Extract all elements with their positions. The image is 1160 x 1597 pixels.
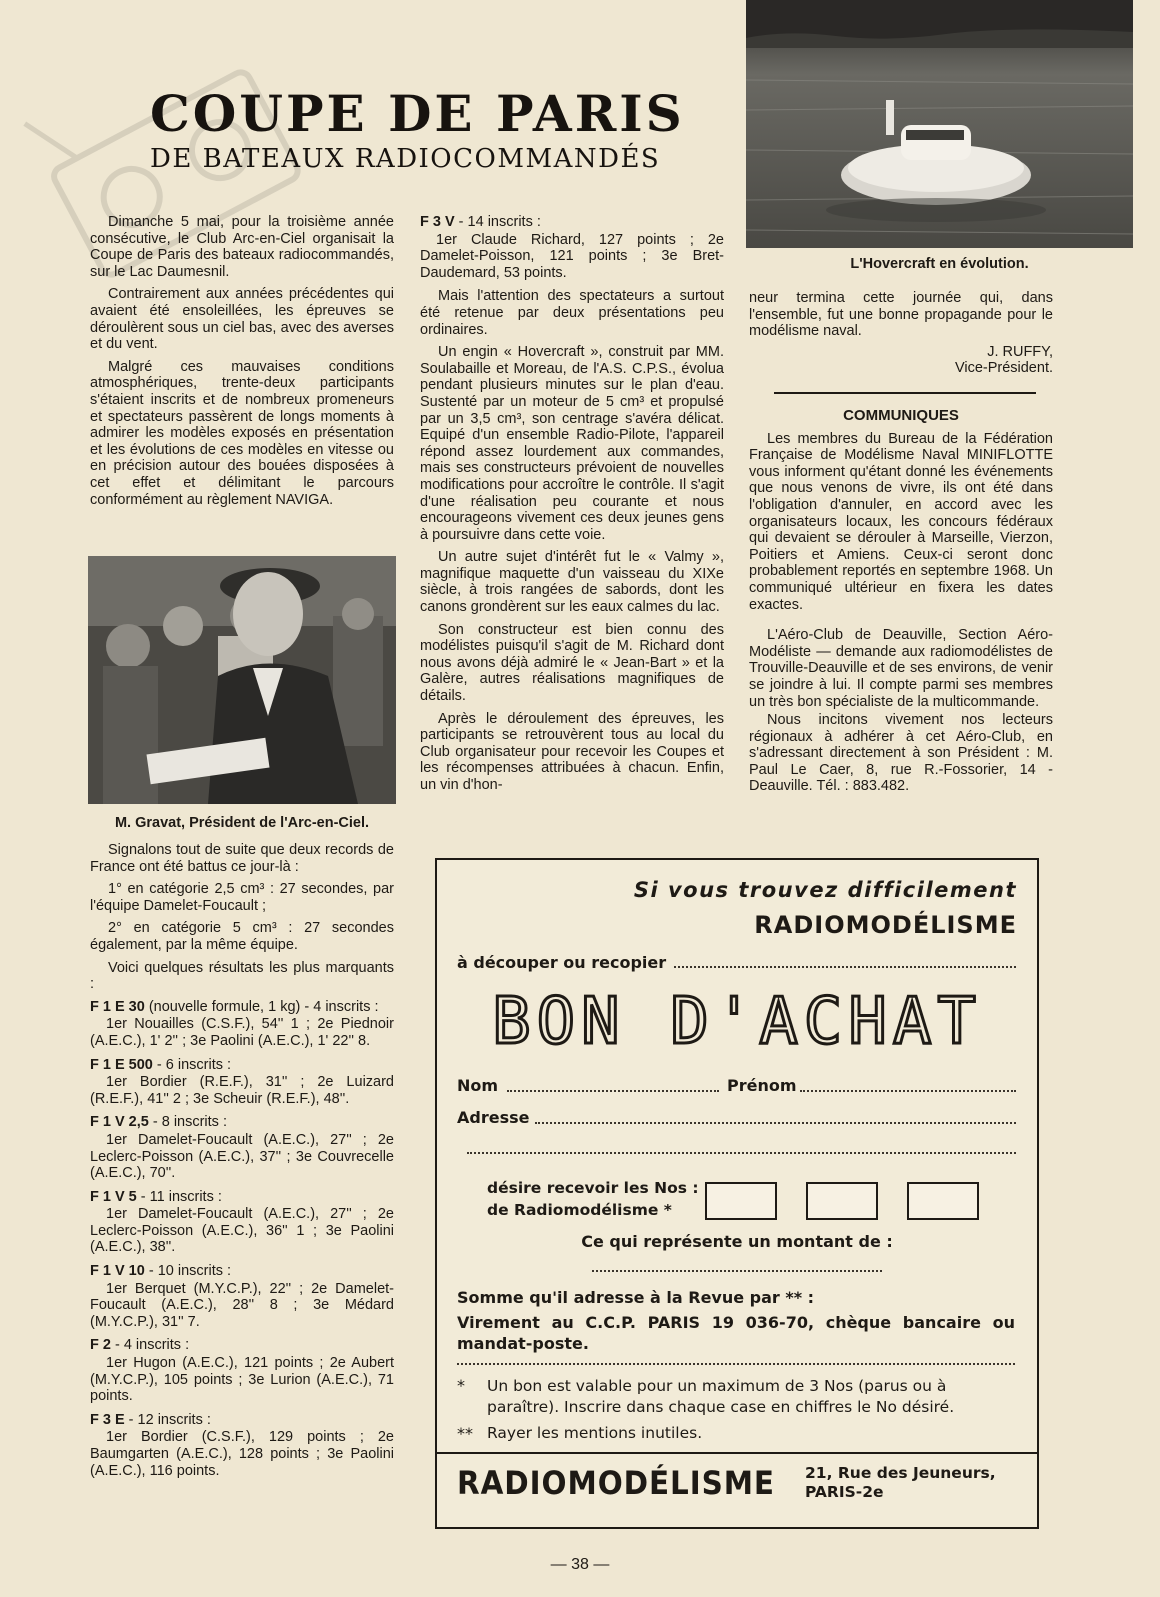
category-note: - 12 inscrits : — [124, 1411, 211, 1428]
result-category — [90, 1412, 394, 1479]
column-1-results — [90, 842, 394, 1486]
category-results: 1er Bordier (C.S.F.), 129 points ; 2e Baumgarten (A.E.C.), 128 points ; 3e Paolini (A.E.C.), 116 points. — [90, 1429, 394, 1479]
coupon-magazine: RADIOMODÉLISME — [754, 911, 1017, 939]
article-title: COUPE DE PARIS — [150, 84, 685, 143]
result-category — [90, 1263, 394, 1330]
gravat-photo — [88, 556, 396, 804]
note1-mark: * — [457, 1376, 465, 1395]
category-head: F 1 V 2,5 — [90, 1114, 149, 1131]
payment-label: Somme qu'il adresse à la Revue par ** : — [457, 1288, 815, 1307]
footer-address: 21, Rue des Jeuneurs, PARIS-2e — [805, 1464, 996, 1501]
cut-line — [674, 966, 1016, 968]
divider — [774, 392, 1036, 394]
article-subtitle: DE BATEAUX RADIOCOMMANDÉS — [150, 144, 661, 174]
communiques-title: COMMUNIQUES — [843, 407, 959, 424]
paragraph: Dimanche 5 mai, pour la troisième année consécutive, le Club Arc-en-Ciel organisait la Coupe de Paris des bateaux radiocommandés, sur le Lac Daumesnil. — [90, 214, 394, 280]
prenom-field[interactable] — [800, 1090, 1016, 1092]
category-results: 1er Nouailles (C.S.F.), 54'' 1 ; 2e Piednoir (A.E.C.), 1' 2'' ; 3e Paolini (A.E.C.), 1' 22'' 8. — [90, 1016, 394, 1049]
note2-text: Rayer les mentions inutiles. — [487, 1424, 703, 1442]
category-head: F 1 V 10 — [90, 1263, 145, 1280]
notes-separator — [457, 1363, 1015, 1365]
category-note: (nouvelle formule, 1 kg) - 4 inscrits : — [144, 998, 379, 1015]
purchase-coupon — [435, 858, 1039, 1529]
result-category — [90, 1057, 394, 1108]
paragraph: Voici quelques résultats les plus marquants : — [90, 959, 394, 993]
nom-field[interactable] — [507, 1090, 719, 1092]
record-2: 2° en catégorie 5 cm³ : 27 secondes également, par la même équipe. — [90, 920, 394, 953]
issue-number-box-1[interactable] — [705, 1182, 777, 1220]
result-category — [90, 1114, 394, 1181]
signature — [749, 344, 1053, 377]
communiques — [749, 408, 1053, 801]
column-3 — [749, 290, 1053, 377]
footer-brand: RADIOMODÉLISME — [457, 1464, 775, 1502]
note2-mark: ** — [457, 1424, 473, 1443]
issue-number-box-3[interactable] — [907, 1182, 979, 1220]
paragraph: Son constructeur est bien connu des modélistes puisqu'il s'agit de M. Richard dont nous avons déjà admiré le « Jean-Bart » et la Galère, autres réalisations magnifiques de détails. — [420, 621, 724, 705]
issues-label: désire recevoir les Nos : de Radiomodélisme * — [487, 1179, 699, 1219]
amount-label: Ce qui représente un montant de : — [581, 1232, 893, 1251]
amount-field[interactable] — [592, 1270, 882, 1272]
hovercraft-photo — [746, 0, 1133, 248]
paragraph: Signalons tout de suite que deux records de France ont été battus ce jour-là : — [90, 842, 394, 875]
category-note: - 10 inscrits : — [144, 1263, 232, 1280]
paragraph: L'Aéro-Club de Deauville, Section Aéro-Modéliste — demande aux radiomodélistes de Trouville-Deauville et de ses environs, de venir se joindre à lui. Il compte parmi ses membres un très bon spécialiste de la multicommande. — [749, 627, 1053, 710]
category-results: 1er Hugon (A.E.C.), 121 points ; 2e Aubert (M.Y.C.P.), 105 points ; 3e Lurion (A.E.C.), 71 points. — [90, 1355, 394, 1405]
column-2 — [420, 214, 724, 800]
paragraph: Un autre sujet d'intérêt fut le « Valmy », magnifique maquette d'un vaisseau du XIXe siècle, à trois rangées de sabords, dont les canons grondèrent sur les eaux calmes du lac. — [420, 549, 724, 616]
bon-d-achat-heading: BON D'ACHAT — [492, 985, 982, 1059]
paragraph: Malgré ces mauvaises conditions atmosphériques, trente-deux participants s'étaient inscrits et de nombreux promeneurs et spectateurs passèrent de longs moments à admirer les modèles exposés en présentation et les évolutions de ces modèles en vitesse ou en précision autour des bouées disposées à cet effet et délimitant le parcours conformément au règlement NAVIGA. — [90, 358, 394, 508]
photo2-caption: L'Hovercraft en évolution. — [850, 256, 1029, 272]
coupon-tagline: Si vous trouvez difficilement — [633, 878, 1017, 902]
category-head: F 3 V — [420, 214, 455, 230]
footer-rule — [437, 1452, 1037, 1454]
category-note: - 6 inscrits : — [152, 1056, 232, 1073]
paragraph: Nous incitons vivement nos lecteurs régionaux à adhérer à cet Aéro-Club, en s'adressant directement à son Président : M. Paul Le Caer, 8, rue R.-Fossorier, 14 - Deauville. Tél. : 883.482. — [749, 712, 1053, 795]
category-results: 1er Damelet-Foucault (A.E.C.), 27'' ; 2e Leclerc-Poisson (A.E.C.), 36'' 1 ; 3e Paolini (A.E.C.), 38''. — [90, 1206, 394, 1256]
paragraph: Les membres du Bureau de la Fédération Française de Modélisme Naval MINIFLOTTE vous informent qu'étant donné les événements que nous venons de vivre, ils ont été dans l'obligation d'annuler, en accord avec les organisateurs locaux, les concours fédéraux qui devaient se dérouler à Marseille, Vierzon, Poitiers et Amiens. Ceux-ci seront donc probablement reportés en septembre 1968. Un communiqué ultérieur en fixera les dates exactes. — [749, 430, 1053, 613]
adresse-field[interactable] — [535, 1122, 1016, 1124]
category-results: 1er Berquet (M.Y.C.P.), 22'' ; 2e Damelet-Foucault (A.E.C.), 28'' 8 ; 3e Médard (M.Y.C.P.), 31'' 7. — [90, 1280, 394, 1330]
category-results: 1er Claude Richard, 127 points ; 2e Damelet-Poisson, 121 points ; 3e Bret-Daudemard, 53 points. — [420, 231, 724, 281]
paragraph: Mais l'attention des spectateurs a surtout été retenue par deux présentations peu ordinaires. — [420, 288, 724, 338]
paragraph: Contrairement aux années précédentes qui avaient été ensoleillées, les épreuves se déroulèrent sous un ciel bas, avec des averses et du vent. — [90, 286, 394, 353]
category-head: F 2 — [90, 1337, 111, 1354]
record-1: 1° en catégorie 2,5 cm³ : 27 secondes, par l'équipe Damelet-Foucault ; — [90, 881, 394, 914]
photo1-caption: M. Gravat, Président de l'Arc-en-Ciel. — [114, 815, 370, 831]
adresse-field-line-2[interactable] — [467, 1152, 1016, 1154]
page-number: — 38 — — [550, 1556, 610, 1573]
category-results: 1er Damelet-Foucault (A.E.C.), 27'' ; 2e Leclerc-Poisson (A.E.C.), 37'' ; 3e Couvrecelle (A.E.C.), 70''. — [90, 1131, 394, 1182]
category-note: - 4 inscrits : — [110, 1337, 190, 1354]
cut-label: à découper ou recopier — [457, 953, 667, 972]
issue-number-box-2[interactable] — [806, 1182, 878, 1220]
prenom-label: Prénom — [727, 1076, 797, 1095]
category-head: F 1 E 500 — [90, 1056, 153, 1073]
paragraph: Après le déroulement des épreuves, les participants se retrouvèrent tous au local du Club organisateur pour recevoir les Coupes et les récompenses attribuées à chacun. Enfin, un vin d'hon- — [420, 710, 724, 793]
category-results: 1er Bordier (R.E.F.), 31'' ; 2e Luizard (R.E.F.), 41'' 2 ; 3e Scheuir (R.E.F.), 48''. — [90, 1074, 394, 1107]
category-head: F 3 E — [90, 1411, 125, 1428]
paragraph: Un engin « Hovercraft », construit par MM. Soulabaille et Moreau, de l'A.S. C.P.S., évolua pendant plusieurs minutes sur le plan d'eau. Sustenté par un moteur de 5 cm³ et propulsé par un 3,5 cm³, son centrage s'avéra délicat. Equipé d'un ensemble Radio-Pilote, l'appareil répond assez lourdement aux commandes, mais ses constructeurs prévoient de nouvelles modifications pour accroître le contrôle. Il s'agit d'une réalisation peu courante et nous encourageons vivement ces deux jeunes gens à poursuivre dans cette voie. — [420, 344, 724, 543]
signature-name: J. RUFFY, — [987, 343, 1053, 360]
category-head: F 1 V 5 — [90, 1188, 137, 1205]
note1-text: Un bon est valable pour un maximum de 3 Nos (parus ou à paraître). Inscrire dans chaque case en chiffres le No désiré. — [487, 1377, 955, 1416]
result-category — [90, 1189, 394, 1256]
nom-label: Nom — [457, 1076, 499, 1095]
category-note: - 11 inscrits : — [136, 1188, 222, 1205]
column-1-intro — [90, 214, 394, 514]
result-category — [90, 1337, 394, 1404]
signature-title: Vice-Président. — [954, 360, 1053, 377]
category-head: F 1 E 30 — [90, 998, 145, 1015]
adresse-label: Adresse — [457, 1108, 530, 1127]
paragraph: neur termina cette journée qui, dans l'ensemble, fut une bonne propagande pour le modélisme naval. — [749, 290, 1053, 340]
result-category — [90, 999, 394, 1050]
category-note: - 14 inscrits : — [454, 214, 541, 230]
category-note: - 8 inscrits : — [148, 1114, 227, 1131]
payment-text: Virement au C.C.P. PARIS 19 036-70, chèque bancaire ou mandat-poste. — [457, 1313, 1015, 1353]
